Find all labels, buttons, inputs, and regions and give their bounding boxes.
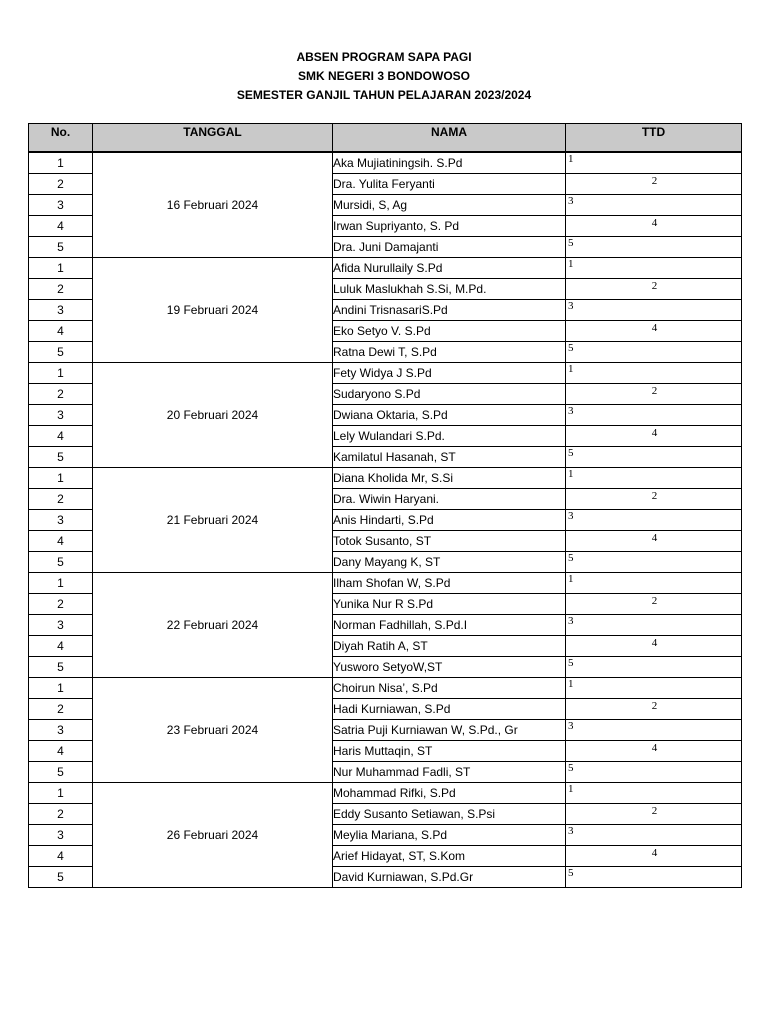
signature-cell [566,699,742,720]
row-number: 1 [29,363,93,384]
signature-number: 1 [568,153,574,165]
signature-cell [566,720,742,741]
signature-cell [566,195,742,216]
signature-number: 3 [568,195,574,207]
signature-number: 4 [651,427,658,439]
row-number: 2 [29,279,93,300]
signature-cell [566,363,742,384]
signature-number: 4 [651,847,658,859]
column-header-tanggal: TANGGAL [93,124,333,153]
signature-cell [566,867,742,888]
teacher-name: Kamilatul Hasanah, ST [333,447,566,468]
row-number: 2 [29,489,93,510]
signature-cell [566,573,742,594]
signature-cell [566,636,742,657]
signature-number: 5 [568,342,574,354]
signature-number: 2 [651,280,658,292]
document-title: ABSEN PROGRAM SAPA PAGI [296,50,472,64]
row-number: 5 [29,762,93,783]
teacher-name: Irwan Supriyanto, S. Pd [333,216,566,237]
signature-number: 5 [568,762,574,774]
signature-cell [566,678,742,699]
column-header-no: No. [29,124,93,153]
signature-number: 2 [651,175,658,187]
row-number: 4 [29,321,93,342]
teacher-name: Yusworo SetyoW,ST [333,657,566,678]
teacher-name: Diyah Ratih A, ST [333,636,566,657]
signature-number: 2 [651,490,658,502]
row-number: 1 [29,573,93,594]
signature-cell [566,321,742,342]
document-header [0,48,768,105]
signature-number: 4 [651,217,658,229]
signature-cell [566,152,742,174]
signature-number: 3 [568,510,574,522]
signature-number: 1 [568,363,574,375]
date-cell: 20 Februari 2024 [93,363,333,468]
teacher-name: Hadi Kurniawan, S.Pd [333,699,566,720]
row-number: 5 [29,657,93,678]
row-number: 3 [29,300,93,321]
attendance-table [28,123,742,888]
column-header-ttd: TTD [566,124,742,153]
teacher-name: Arief Hidayat, ST, S.Kom [333,846,566,867]
date-cell: 16 Februari 2024 [93,152,333,258]
row-number: 1 [29,783,93,804]
row-number: 1 [29,258,93,279]
signature-number: 5 [568,552,574,564]
row-number: 5 [29,342,93,363]
table-row [29,152,742,174]
teacher-name: Dwiana Oktaria, S.Pd [333,405,566,426]
teacher-name: Andini TrisnasariS.Pd [333,300,566,321]
signature-cell [566,741,742,762]
row-number: 4 [29,636,93,657]
teacher-name: Satria Puji Kurniawan W, S.Pd., Gr [333,720,566,741]
signature-cell [566,174,742,195]
teacher-name: Anis Hindarti, S.Pd [333,510,566,531]
row-number: 2 [29,804,93,825]
row-number: 5 [29,552,93,573]
row-number: 3 [29,615,93,636]
teacher-name: Haris Muttaqin, ST [333,741,566,762]
date-cell: 22 Februari 2024 [93,573,333,678]
row-number: 4 [29,216,93,237]
table-row [29,468,742,489]
teacher-name: Dany Mayang K, ST [333,552,566,573]
date-cell: 23 Februari 2024 [93,678,333,783]
teacher-name: Dra. Wiwin Haryani. [333,489,566,510]
signature-cell [566,552,742,573]
teacher-name: Mursidi, S, Ag [333,195,566,216]
signature-number: 2 [651,700,658,712]
row-number: 5 [29,237,93,258]
signature-number: 3 [568,405,574,417]
teacher-name: Nur Muhammad Fadli, ST [333,762,566,783]
signature-number: 2 [651,595,658,607]
signature-number: 4 [651,637,658,649]
signature-cell [566,384,742,405]
row-number: 2 [29,384,93,405]
column-header-nama: NAMA [333,124,566,153]
teacher-name: Mohammad Rifki, S.Pd [333,783,566,804]
signature-number: 1 [568,783,574,795]
table-body [29,152,742,888]
row-number: 3 [29,510,93,531]
signature-cell [566,825,742,846]
row-number: 3 [29,195,93,216]
date-cell: 19 Februari 2024 [93,258,333,363]
row-number: 1 [29,152,93,174]
teacher-name: Dra. Juni Damajanti [333,237,566,258]
signature-cell [566,258,742,279]
teacher-name: Fety Widya J S.Pd [333,363,566,384]
signature-cell [566,783,742,804]
teacher-name: Norman Fadhillah, S.Pd.I [333,615,566,636]
signature-cell [566,531,742,552]
signature-cell [566,804,742,825]
table-row [29,258,742,279]
signature-cell [566,468,742,489]
table-row [29,783,742,804]
signature-number: 5 [568,237,574,249]
signature-number: 3 [568,825,574,837]
row-number: 4 [29,426,93,447]
signature-number: 1 [568,258,574,270]
teacher-name: Luluk Maslukhah S.Si, M.Pd. [333,279,566,300]
signature-cell [566,615,742,636]
teacher-name: Dra. Yulita Feryanti [333,174,566,195]
signature-cell [566,657,742,678]
table-header-row [29,124,742,153]
signature-cell [566,279,742,300]
signature-number: 4 [651,532,658,544]
table-row [29,363,742,384]
signature-number: 5 [568,867,574,879]
row-number: 4 [29,846,93,867]
signature-cell [566,237,742,258]
date-cell: 26 Februari 2024 [93,783,333,888]
semester-label: SEMESTER GANJIL TAHUN PELAJARAN 2023/2024 [236,88,532,102]
teacher-name: Ilham Shofan W, S.Pd [333,573,566,594]
signature-cell [566,846,742,867]
signature-cell [566,405,742,426]
signature-number: 1 [568,678,574,690]
teacher-name: Meylia Mariana, S.Pd [333,825,566,846]
teacher-name: David Kurniawan, S.Pd.Gr [333,867,566,888]
school-name: SMK NEGERI 3 BONDOWOSO [297,69,470,83]
signature-number: 3 [568,300,574,312]
date-cell: 21 Februari 2024 [93,468,333,573]
signature-number: 3 [568,615,574,627]
signature-cell [566,426,742,447]
teacher-name: Afida Nurullaily S.Pd [333,258,566,279]
signature-cell [566,489,742,510]
teacher-name: Lely Wulandari S.Pd. [333,426,566,447]
teacher-name: Totok Susanto, ST [333,531,566,552]
signature-number: 1 [568,573,574,585]
row-number: 4 [29,741,93,762]
table-row [29,678,742,699]
teacher-name: Diana Kholida Mr, S.Si [333,468,566,489]
signature-number: 4 [651,742,658,754]
teacher-name: Yunika Nur R S.Pd [333,594,566,615]
teacher-name: Eddy Susanto Setiawan, S.Psi [333,804,566,825]
table-row [29,573,742,594]
signature-number: 3 [568,720,574,732]
row-number: 1 [29,678,93,699]
row-number: 3 [29,405,93,426]
signature-cell [566,594,742,615]
teacher-name: Eko Setyo V. S.Pd [333,321,566,342]
teacher-name: Sudaryono S.Pd [333,384,566,405]
signature-cell [566,342,742,363]
signature-number: 1 [568,468,574,480]
teacher-name: Ratna Dewi T, S.Pd [333,342,566,363]
signature-number: 4 [651,322,658,334]
row-number: 5 [29,867,93,888]
row-number: 3 [29,720,93,741]
row-number: 3 [29,825,93,846]
row-number: 4 [29,531,93,552]
signature-cell [566,300,742,321]
signature-number: 2 [651,805,658,817]
signature-number: 2 [651,385,658,397]
signature-cell [566,510,742,531]
row-number: 2 [29,594,93,615]
row-number: 1 [29,468,93,489]
signature-cell [566,447,742,468]
row-number: 2 [29,174,93,195]
signature-cell [566,762,742,783]
signature-number: 5 [568,447,574,459]
teacher-name: Choirun Nisa’, S.Pd [333,678,566,699]
teacher-name: Aka Mujiatiningsih. S.Pd [333,152,566,174]
row-number: 2 [29,699,93,720]
signature-cell [566,216,742,237]
signature-number: 5 [568,657,574,669]
row-number: 5 [29,447,93,468]
